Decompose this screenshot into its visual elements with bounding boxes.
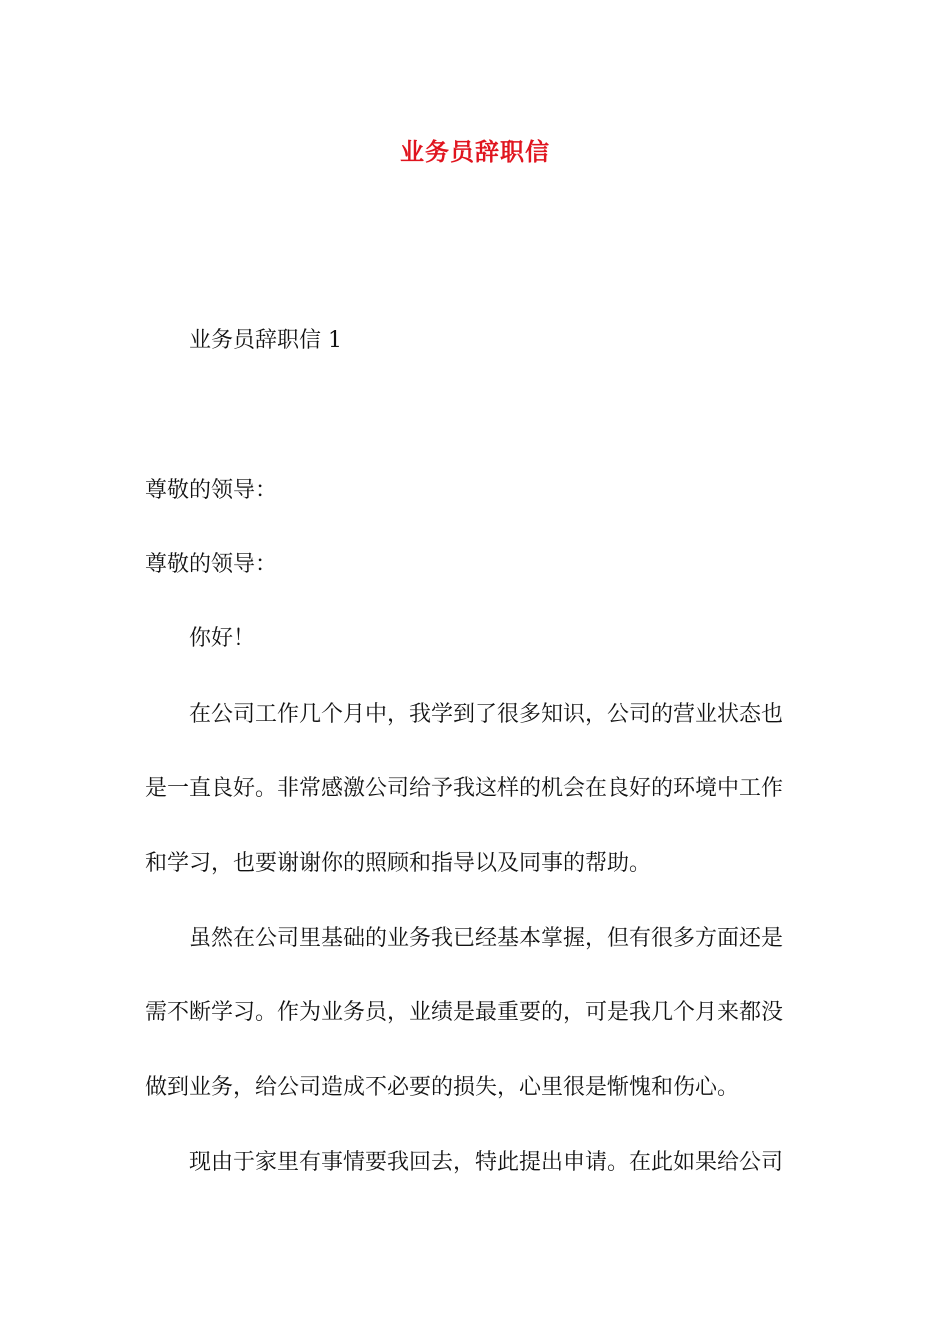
paragraph-line: 做到业务，给公司造成不必要的损失，心里很是惭愧和伤心。 [145,1075,740,1100]
greeting-line: 你好！ [189,626,256,651]
paragraph-line: 和学习，也要谢谢你的照顾和指导以及同事的帮助。 [145,851,652,876]
paragraph-line: 现由于家里有事情要我回去，特此提出申请。在此如果给公司 [189,1150,784,1175]
paragraph-line: 在公司工作几个月中，我学到了很多知识，公司的营业状态也 [189,702,784,727]
paragraph-line: 虽然在公司里基础的业务我已经基本掌握，但有很多方面还是 [189,926,784,951]
section-heading: 业务员辞职信 1 [189,328,342,353]
paragraph-line: 需不断学习。作为业务员，业绩是最重要的，可是我几个月来都没 [145,1000,784,1025]
document-title: 业务员辞职信 [400,137,550,166]
salutation-line: 尊敬的领导： [145,552,278,577]
paragraph-line: 是一直良好。非常感激公司给予我这样的机会在良好的环境中工作 [145,776,784,801]
salutation-line: 尊敬的领导： [145,478,278,503]
